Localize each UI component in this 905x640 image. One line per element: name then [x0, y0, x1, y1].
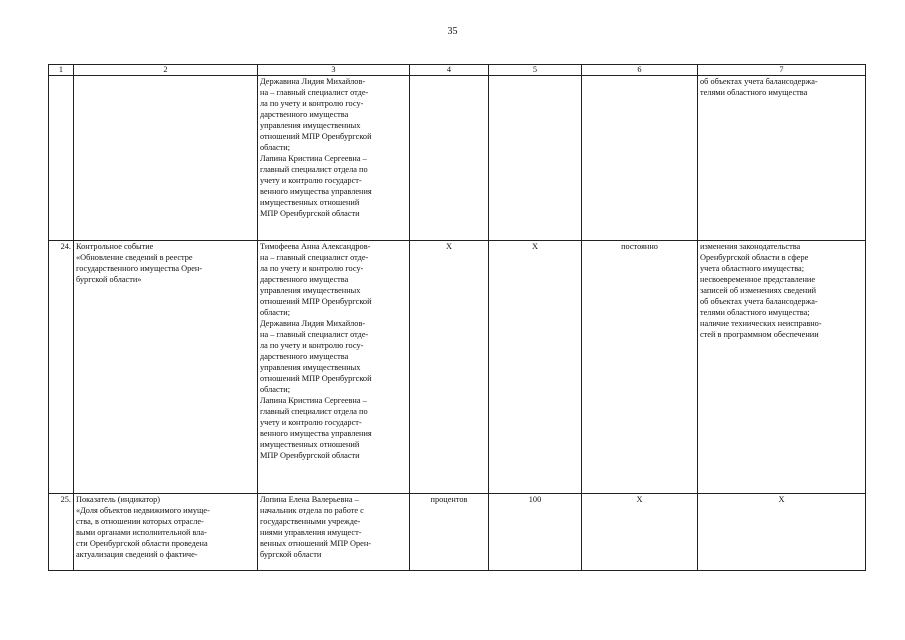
term-cell: Х [582, 494, 698, 571]
risks-cell: Х [698, 494, 866, 571]
risks-cell: изменения законодательства Оренбургской области в сфере учета областного имущества; несвоевременное представление записей об изменениях сведений об объектах учета балансодержа- телями областного имущества; наличие технических неисправно- стей в программном обеспечении [698, 241, 866, 494]
page-number: 35 [447, 26, 458, 37]
measure-name-cell [74, 76, 258, 241]
unit-cell [410, 76, 489, 241]
value-cell: 100 [489, 494, 582, 571]
row-number-cell: 25. [49, 494, 74, 571]
responsible-cell: Державина Лидия Михайлов- на – главный специалист отде- ла по учету и контролю госу- дарственного имущества управления имущественных отношений МПР Оренбургской области; Лапина Кристина Сергеевна – главный специалист отдела по учету и контролю государст- венного имущества управления имущественных отношений МПР Оренбургской области [258, 76, 410, 241]
measure-name-cell: Показатель (индикатор) «Доля объектов недвижимого имуще- ства, в отношении которых отрасле- выми органами исполнительной вла- сти Оренбургской области проведена актуализация сведений о фактиче- [74, 494, 258, 571]
column-header: 6 [582, 65, 698, 76]
responsible-cell: Лопина Елена Валерьевна – начальник отдела по работе с государственными учрежде- ниями управления имущест- венных отношений МПР Орен- бургской области [258, 494, 410, 571]
unit-cell: Х [410, 241, 489, 494]
column-header: 1 [49, 65, 74, 76]
value-cell: Х [489, 241, 582, 494]
row-number-cell [49, 76, 74, 241]
table-row [49, 494, 866, 571]
column-header: 4 [410, 65, 489, 76]
term-cell: постоянно [582, 241, 698, 494]
table-row [49, 76, 866, 241]
row-number-cell: 24. [49, 241, 74, 494]
measure-name-cell: Контрольное событие «Обновление сведений в реестре государственного имущества Орен- бургской области» [74, 241, 258, 494]
table-header-row [49, 65, 866, 76]
unit-cell: процентов [410, 494, 489, 571]
responsible-cell: Тимофеева Анна Александров- на – главный специалист отде- ла по учету и контролю госу- дарственного имущества управления имущественных отношений МПР Оренбургской области; Державина Лидия Михайлов- на – главный специалист отде- ла по учету и контролю госу- дарственного имущества управления имущественных отношений МПР Оренбургской области; Лапина Кристина Сергеевна – главный специалист отдела по учету и контролю государст- венного имущества управления имущественных отношений МПР Оренбургской области [258, 241, 410, 494]
value-cell [489, 76, 582, 241]
column-header: 7 [698, 65, 866, 76]
column-header: 2 [74, 65, 258, 76]
column-header: 3 [258, 65, 410, 76]
term-cell [582, 76, 698, 241]
table-row [49, 241, 866, 494]
measures-table [48, 64, 866, 571]
column-header: 5 [489, 65, 582, 76]
risks-cell: об объектах учета балансодержа- телями областного имущества [698, 76, 866, 241]
